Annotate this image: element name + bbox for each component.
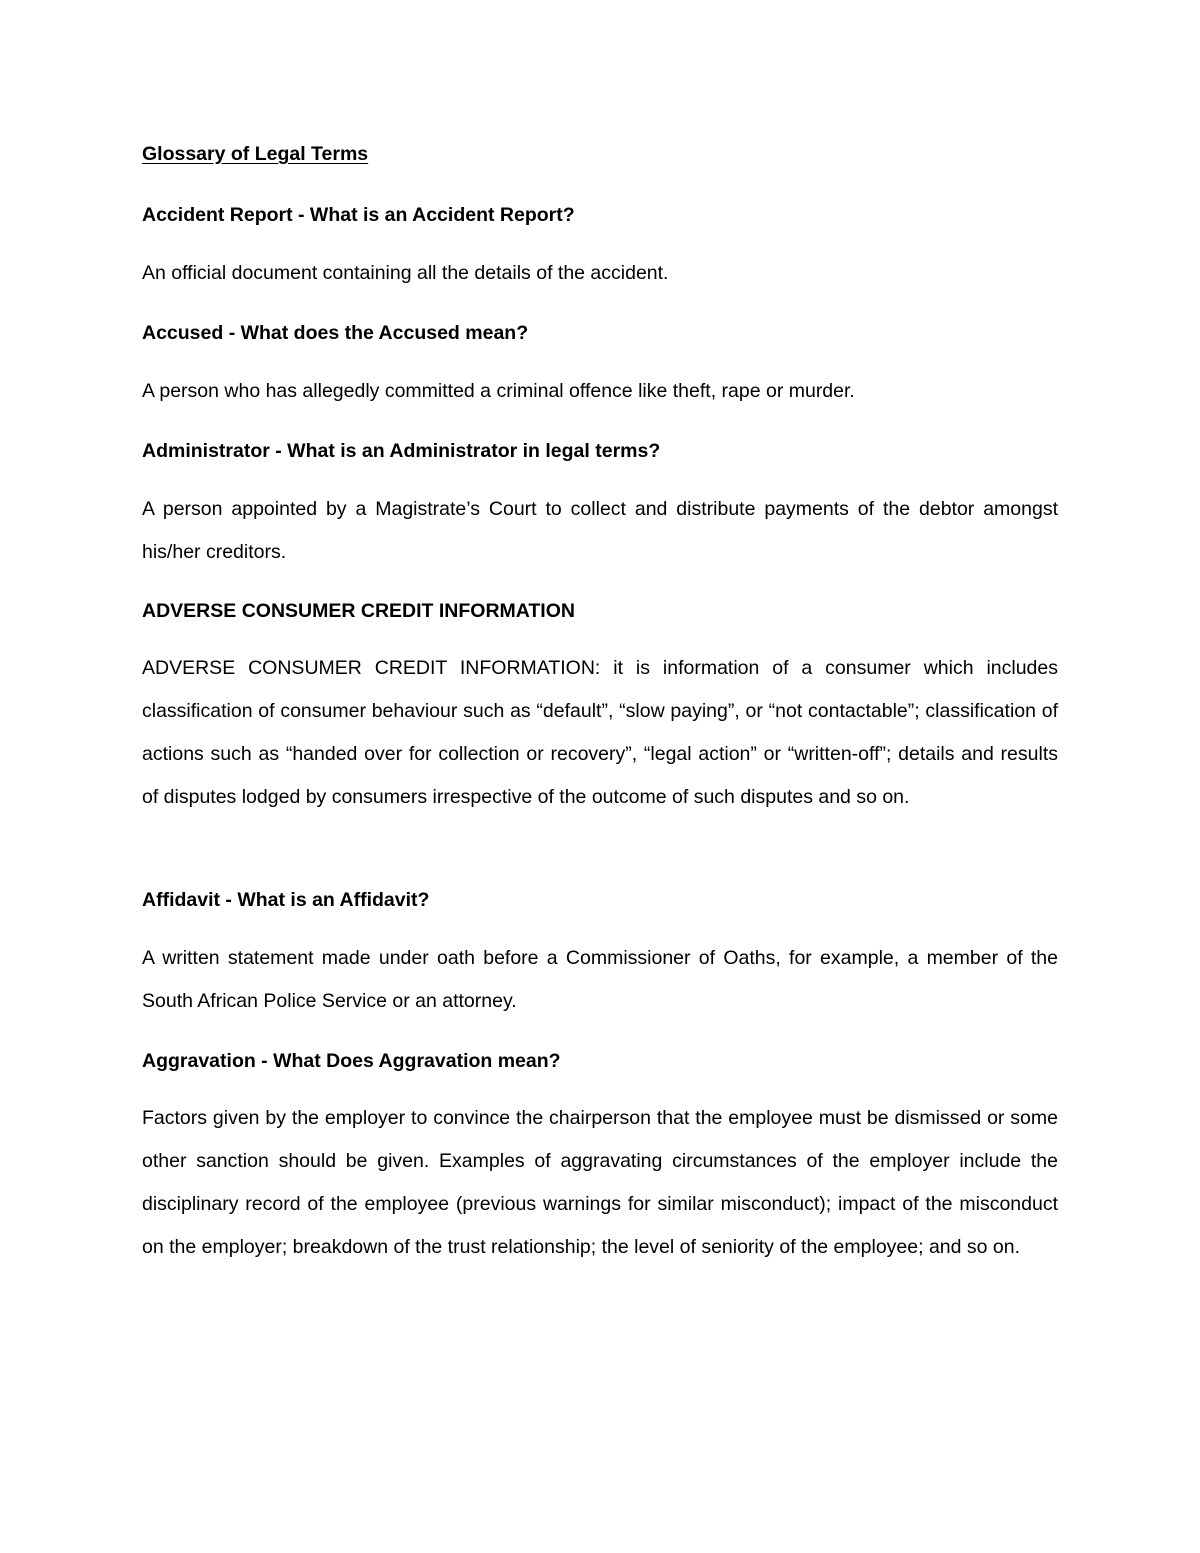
definition-adverse-consumer-credit-information: ADVERSE CONSUMER CREDIT INFORMATION: it is information of a consumer which includes classification of consumer behaviour such as “default”, “slow paying”, or “not contactable”; classification of actions such as “handed over for collection or recovery”, “legal action” or “written-off”; details and results of disputes lodged by consumers irrespective of the outcome of such disputes and so on.	[142, 657, 1058, 808]
definition-accused: A person who has allegedly committed a criminal offence like theft, rape or murder.	[142, 380, 855, 402]
term-heading-affidavit: Affidavit - What is an Affidavit?	[142, 889, 430, 911]
term-heading-administrator: Administrator - What is an Administrator in legal terms?	[142, 440, 661, 462]
definition-aggravation: Factors given by the employer to convince the chairperson that the employee must be dismissed or some other sanction should be given. Examples of aggravating circumstances of the employer include the disciplinary record of the employee (previous warnings for similar misconduct); impact of the misconduct on the employer; breakdown of the trust relationship; the level of seniority of the employee; and so on.	[142, 1107, 1058, 1258]
document-page	[142, 0, 1058, 1553]
term-heading-accused: Accused - What does the Accused mean?	[142, 322, 529, 344]
term-heading-aggravation: Aggravation - What Does Aggravation mean?	[142, 1050, 561, 1072]
term-heading-adverse-consumer-credit-information: ADVERSE CONSUMER CREDIT INFORMATION	[142, 600, 575, 622]
definition-affidavit: A written statement made under oath before a Commissioner of Oaths, for example, a member of the South African Police Service or an attorney.	[142, 947, 1058, 1012]
document-title: Glossary of Legal Terms	[142, 143, 369, 165]
definition-administrator: A person appointed by a Magistrate’s Court to collect and distribute payments of the debtor amongst his/her creditors.	[142, 498, 1058, 563]
term-heading-accident-report: Accident Report - What is an Accident Report?	[142, 204, 575, 226]
definition-accident-report: An official document containing all the details of the accident.	[142, 262, 669, 284]
